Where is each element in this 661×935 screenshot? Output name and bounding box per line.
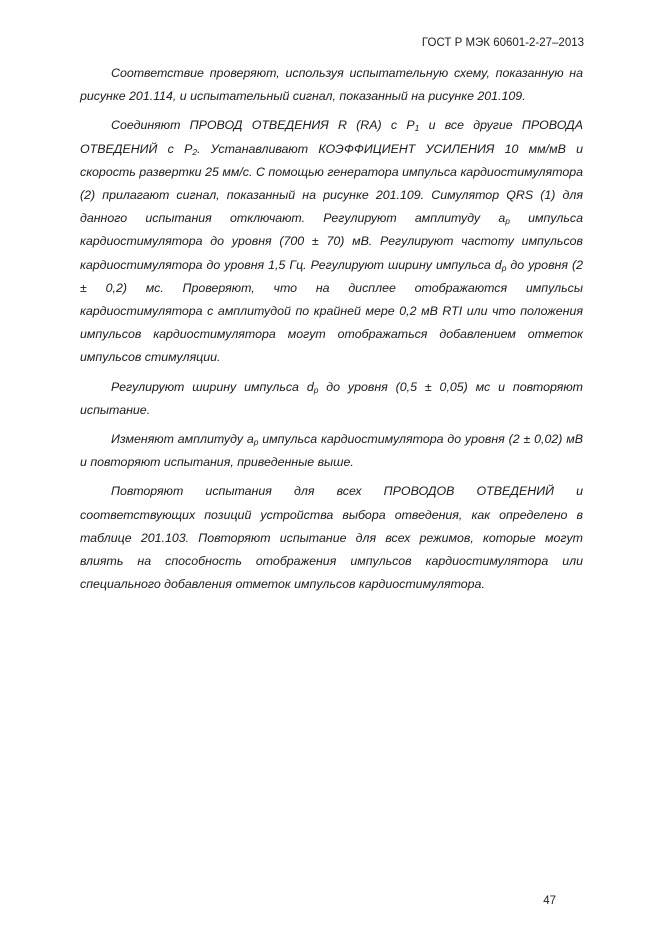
paragraph-repeat-tests: Повторяют испытания для всех ПРОВОДОВ ОТВЕДЕНИЙ и соответствующих позиций устройства выбора отведения, как определено в таблице 201.103. Повторяют испытание для всех режимов, которые могут влиять на способность отображения импульсов кардиостимулятора или специального добавления отметок импульсов кардиостимулятора. xyxy=(80,484,583,592)
page-number: 47 xyxy=(543,895,556,907)
paragraph-amplitude-change: Изменяют амплитуду $a_p$ импульса кардиостимулятора до уровня (2 ± 0,02) мВ и повторяют испытания, приведенные выше. xyxy=(80,432,583,470)
paragraph-test-procedure: Соединяют ПРОВОД ОТВЕДЕНИЯ R (RA) с $P_1$ и все другие ПРОВОДА ОТВЕДЕНИЙ с $P_2$. Устанавливают КОЭФФИЦИЕНТ УСИЛЕНИЯ 10 мм/мВ и скорость развертки 25 мм/с. С помощью генератора импульса кардиостимулятора (2) прилагают сигнал, показанный на рисунке 201.109. Симулятор QRS (1) для данного испытания отключают. Регулируют амплитуду $a_p$ импульса кардиостимулятора до уровня (700 ± 70) мВ. Регулируют частоту импульсов кардиостимулятора до уровня 1,5 Гц. Регулируют ширину импульса $d_p$ до уровня (2 ± 0,2) мс. Проверяют, что на дисплее отображаются импульсы кардиостимулятора с амплитудой по крайней мере 0,2 мВ RTI или что положения импульсов кардиостимулятора могут отображаться добавлением отметок импульсов стимуляции. xyxy=(80,118,584,365)
paragraph-pulse-width: Регулируют ширину импульса $d_p$ до уровня (0,5 ± 0,05) мс и повторяют испытание. xyxy=(80,379,583,417)
document-body xyxy=(80,62,583,602)
paragraph-compliance-check: Соответствие проверяют, используя испытательную схему, показанную на рисунке 201.114, и испытательный сигнал, показанный на рисунке 201.109. xyxy=(80,66,583,104)
running-header: ГОСТ Р МЭК 60601-2-27–2013 xyxy=(421,37,584,49)
